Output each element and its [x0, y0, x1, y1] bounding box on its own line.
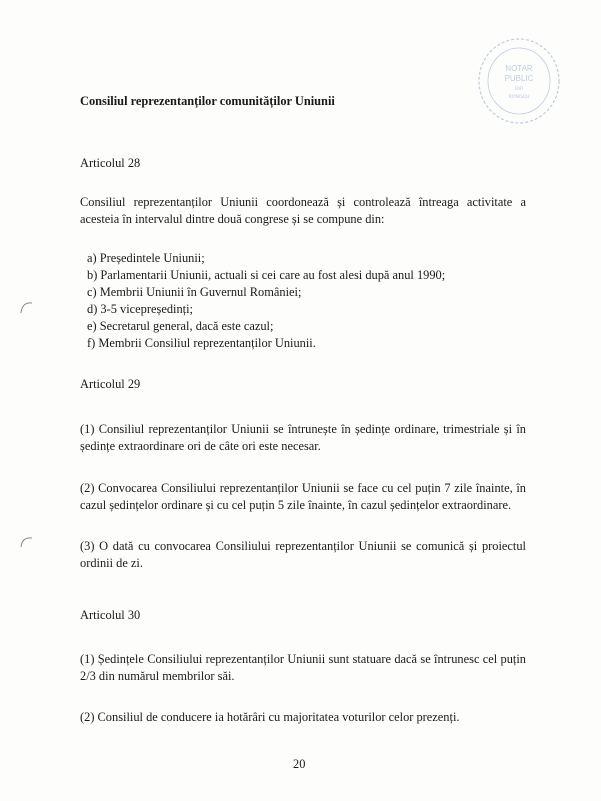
list-item: a) Președintele Uniunii;: [87, 251, 205, 265]
article-28-list: [87, 250, 445, 352]
article-29-title: Articolul 29: [80, 377, 141, 391]
binder-hole-mark: [18, 300, 34, 316]
list-item: e) Secretarul general, dacă este cazul;: [87, 319, 274, 333]
list-item: c) Membrii Uniunii în Guvernul României;: [87, 285, 302, 299]
list-item: f) Membrii Consiliul reprezentanților Uniunii.: [87, 336, 316, 350]
article-29-paragraph-2: (2) Convocarea Consiliului reprezentanților Uniunii se face cu cel puțin 7 zile înainte, în cazul ședințelor ordinare și cu cel puțin 5 zile înainte, în cazul ședințelor extraordinare.: [80, 481, 526, 512]
article-28-intro: Consiliul reprezentanților Uniunii coordonează și controlează întreaga activitate a acesteia în intervalul dintre două congrese și se compune din:: [80, 195, 526, 226]
article-28-title: Articolul 28: [80, 156, 141, 170]
binder-hole-mark: [18, 533, 34, 549]
svg-text:Ionescu: Ionescu: [508, 94, 530, 100]
article-30-paragraph-1: (1) Ședințele Consiliului reprezentanților Uniunii sunt statuare dacă se întrunesc cel puțin 2/3 din numărul membrilor săi.: [80, 652, 526, 683]
page-number: 20: [293, 757, 306, 771]
svg-text:PUBLIC: PUBLIC: [504, 74, 534, 83]
list-item: b) Parlamentarii Uniunii, actuali si cei care au fost alesi după anul 1990;: [87, 268, 446, 282]
article-30-paragraph-2: (2) Consiliul de conducere ia hotărâri cu majoritatea voturilor celor prezenți.: [80, 710, 460, 724]
article-29-paragraph-1: (1) Consiliul reprezentanților Uniunii se întrunește în ședințe ordinare, trimestriale și în ședințe extraordinare ori de câte ori este necesar.: [80, 422, 526, 453]
notary-stamp: [475, 35, 563, 127]
article-30-title: Articolul 30: [80, 608, 141, 622]
svg-text:NOTAR: NOTAR: [505, 64, 533, 73]
article-29-paragraph-3: (3) O dată cu convocarea Consiliului reprezentanților Uniunii se comunică și proiectul ordinii de zi.: [80, 539, 526, 570]
document-heading: Consiliul reprezentanților comunităților Uniunii: [80, 94, 335, 108]
svg-text:Ion: Ion: [514, 86, 524, 92]
list-item: d) 3-5 vicepreședinți;: [87, 302, 193, 316]
